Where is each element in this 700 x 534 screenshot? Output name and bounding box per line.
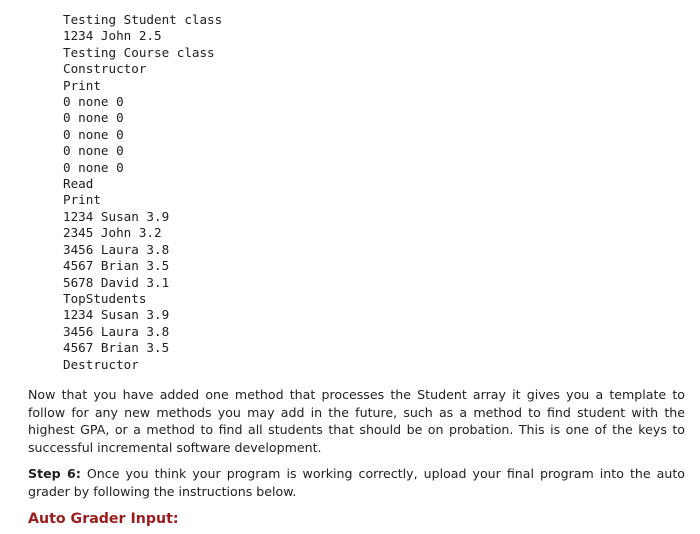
- step-6-text: Once you think your program is working correctly, upload your final program into the auto grader by following the instructions below.: [28, 466, 685, 499]
- output-line: Testing Course class: [63, 44, 215, 60]
- output-line: 0 none 0: [63, 143, 124, 159]
- output-line: 3456 Laura 3.8: [63, 241, 170, 257]
- output-line: 2345 John 3.2: [63, 225, 162, 241]
- output-line: Constructor: [63, 61, 147, 77]
- output-line: Destructor: [63, 356, 139, 372]
- output-line: 4567 Brian 3.5: [63, 258, 170, 274]
- incremental-development-paragraph: Now that you have added one method that processes the Student array it gives you a template to follow for any new methods you may add in the future, such as a method to find student with the highest GPA, or a method to find all students that should be on probation. This is one of the keys to successful incremental software development.: [28, 387, 685, 455]
- output-line: 5678 David 3.1: [63, 274, 170, 290]
- output-line: 0 none 0: [63, 126, 124, 142]
- auto-grader-input-heading: Auto Grader Input:: [28, 511, 179, 527]
- output-line: 1234 Susan 3.9: [63, 307, 170, 323]
- output-line: 3456 Laura 3.8: [63, 323, 170, 339]
- step-6-paragraph: [28, 465, 685, 500]
- output-line: Print: [63, 192, 101, 208]
- output-line: 0 none 0: [63, 94, 124, 110]
- output-line: Testing Student class: [63, 12, 223, 27]
- output-line: 0 none 0: [63, 110, 124, 126]
- step-6-label: Step 6:: [28, 466, 81, 481]
- output-line: TopStudents: [63, 290, 147, 306]
- output-line: 1234 Susan 3.9: [63, 208, 170, 224]
- output-line: 1234 John 2.5: [63, 28, 162, 44]
- output-line: 0 none 0: [63, 159, 124, 175]
- output-line: Read: [63, 176, 94, 192]
- output-line: 4567 Brian 3.5: [63, 340, 170, 356]
- program-output: [63, 12, 222, 373]
- output-line: Print: [63, 77, 101, 93]
